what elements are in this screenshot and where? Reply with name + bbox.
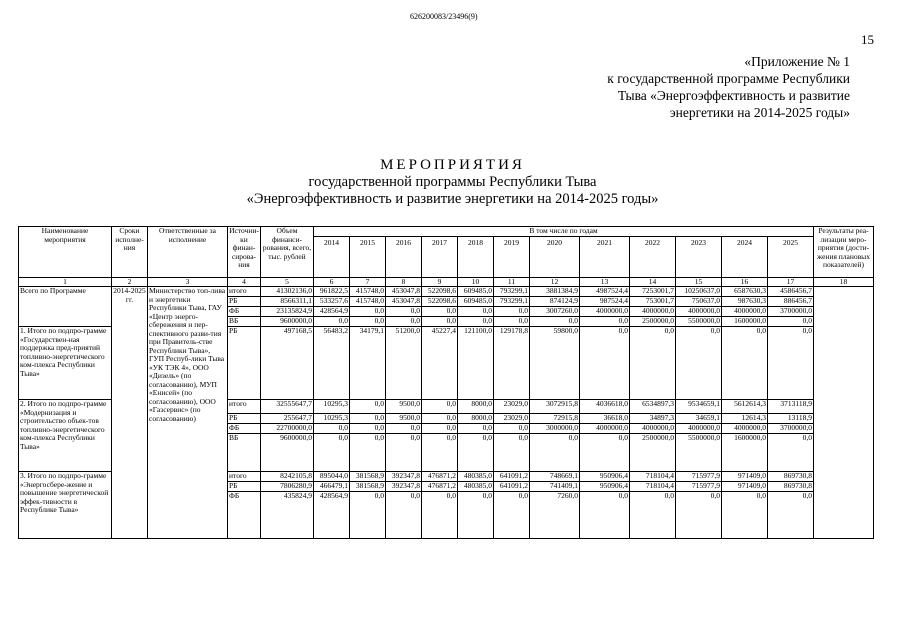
row-total: 435824,9 [261,492,314,539]
row-year-value: 0,0 [314,434,350,472]
header-term: Сроки исполне-ния [112,227,148,278]
row-year-value: 4000000,0 [722,424,768,434]
row-year-value: 748669,1 [530,472,580,482]
header-row [19,227,874,237]
row-year-value: 0,0 [422,400,458,414]
row-year-value: 3000000,0 [530,424,580,434]
column-number: 8 [386,277,422,287]
row-year-value: 0,0 [676,492,722,539]
row-year-value: 34179,1 [350,327,386,400]
row-year-value: 476871,2 [422,482,458,492]
row-year-value: 874124,9 [530,297,580,307]
row-year-value: 961822,5 [314,287,350,297]
row-source: ФБ [228,307,261,317]
header-year: 2019 [494,236,530,277]
row-year-value: 1600000,0 [722,317,768,327]
row-year-value: 10295,3 [314,414,350,424]
column-number: 13 [580,277,630,287]
row-year-value: 522098,6 [422,297,458,307]
column-number: 3 [148,277,228,287]
row-year-value: 9500,0 [386,414,422,424]
row-year-value: 950906,4 [580,472,630,482]
row-year-value: 4000000,0 [630,307,676,317]
row-year-value: 950906,4 [580,482,630,492]
column-number: 16 [722,277,768,287]
row-year-value: 0,0 [494,424,530,434]
row-year-value: 12614,3 [722,414,768,424]
row-responsible: Министерство топ-лива и энергетики Республики Тыва, ГАУ «Центр энерго-сбережения и пер-спективного разви-тия при Правитель-стве Республики Тыва», ГУП Респуб-лики Тыва «УК ТЭК 4», ООО «Дизель» (по согласованию), МУП «Енисей» (по согласованию), ООО «Газсервис» (по согласованию) [148,287,228,539]
row-year-value: 415748,0 [350,297,386,307]
row-year-value: 0,0 [422,492,458,539]
row-year-value: 0,0 [350,492,386,539]
row-year-value: 0,0 [386,492,422,539]
row-year-value: 4000000,0 [630,424,676,434]
row-year-value: 0,0 [630,327,676,400]
row-year-value: 718104,4 [630,482,676,492]
row-year-value: 750637,0 [676,297,722,307]
row-year-value: 641091,2 [494,482,530,492]
row-year-value: 0,0 [350,424,386,434]
row-year-value: 10250637,0 [676,287,722,297]
row-year-value: 466479,1 [314,482,350,492]
row-year-value: 971409,0 [722,482,768,492]
row-year-value: 0,0 [386,317,422,327]
row-year-value: 0,0 [494,492,530,539]
row-year-value: 0,0 [768,434,814,472]
header-year: 2025 [768,236,814,277]
row-year-value: 0,0 [494,307,530,317]
row-source: итого [228,472,261,482]
row-year-value: 0,0 [722,492,768,539]
row-year-value: 72915,8 [530,414,580,424]
row-year-value: 0,0 [422,424,458,434]
header-year: 2023 [676,236,722,277]
column-number: 1 [19,277,112,287]
row-year-value: 4000000,0 [676,307,722,317]
column-number: 17 [768,277,814,287]
row-year-value: 0,0 [314,424,350,434]
row-year-value: 741409,1 [530,482,580,492]
row-year-value: 13118,9 [768,414,814,424]
row-year-value: 34897,3 [630,414,676,424]
row-year-value: 4000000,0 [676,424,722,434]
appendix-line: к государственной программе Республики [607,71,850,86]
header-source: Источни-ки финан-сирова-ния [228,227,261,278]
row-year-value: 0,0 [422,414,458,424]
row-year-value: 895044,0 [314,472,350,482]
row-total: 23135824,9 [261,307,314,317]
column-number: 12 [530,277,580,287]
row-activity-name: 3. Итого по подпро-грамме «Энергосбере-жение и повышение энергетической эффек-тивности в Республике Тыва» [19,472,112,539]
row-year-value: 3700000,0 [768,307,814,317]
row-activity-name: Всего по Программе [19,287,112,327]
row-year-value: 392347,8 [386,472,422,482]
row-year-value: 0,0 [350,307,386,317]
header-results: Результаты реа-лизации меро-приятия (дости-жения плановых показателей) [814,227,874,278]
row-year-value: 715977,9 [676,472,722,482]
row-year-value: 718104,4 [630,472,676,482]
row-year-value: 34659,1 [676,414,722,424]
header-volume: Объем финанси-рования, всего, тыс. рублей [261,227,314,278]
row-year-value: 415748,0 [350,287,386,297]
row-source: ВБ [228,434,261,472]
row-source: ФБ [228,492,261,539]
row-year-value: 5500000,0 [676,434,722,472]
row-year-value: 0,0 [494,317,530,327]
row-results [814,287,874,539]
row-source: итого [228,400,261,414]
header-year: 2021 [580,236,630,277]
column-number: 11 [494,277,530,287]
header-year: 2020 [530,236,580,277]
row-year-value: 36618,0 [580,414,630,424]
row-year-value: 6587630,3 [722,287,768,297]
row-year-value: 0,0 [350,434,386,472]
row-year-value: 609485,0 [458,297,494,307]
row-total: 32555647,7 [261,400,314,414]
row-total: 8566311,1 [261,297,314,307]
row-year-value: 0,0 [768,317,814,327]
title-program: «Энергоэффективность и развитие энергетики на 2014-2025 годы» [246,191,659,207]
table-body [19,227,874,539]
row-year-value: 7260,0 [530,492,580,539]
row-year-value: 869730,8 [768,472,814,482]
row-year-value: 4586456,7 [768,287,814,297]
row-year-value: 9500,0 [386,400,422,414]
header-year: 2014 [314,236,350,277]
row-year-value: 0,0 [350,414,386,424]
row-year-value: 0,0 [580,492,630,539]
appendix-line: Тыва «Энергоэффективность и развитие [617,88,850,103]
row-year-value: 0,0 [386,424,422,434]
row-year-value: 5500000,0 [676,317,722,327]
row-year-value: 0,0 [494,434,530,472]
row-year-value: 0,0 [458,434,494,472]
row-year-value: 522098,6 [422,287,458,297]
row-year-value: 0,0 [458,424,494,434]
row-year-value: 533257,6 [314,297,350,307]
table-row [19,287,874,297]
row-year-value: 476871,2 [422,472,458,482]
row-year-value: 10295,3 [314,400,350,414]
row-year-value: 453047,8 [386,297,422,307]
row-year-value: 641091,2 [494,472,530,482]
row-source: РБ [228,327,261,400]
row-year-value: 0,0 [458,492,494,539]
row-year-value: 987524,4 [580,297,630,307]
row-activity-name: 2. Итого по подпро-грамме «Модернизация и строительство объек-тов топливно-энергетического ком-плекса Республики Тыва» [19,400,112,472]
row-total: 8242105,8 [261,472,314,482]
row-year-value: 0,0 [422,434,458,472]
row-year-value: 56483,2 [314,327,350,400]
row-year-value: 45227,4 [422,327,458,400]
row-year-value: 51200,0 [386,327,422,400]
row-activity-name: 1. Итого по подпро-грамме «Государствен-ная поддержка пред-приятий топливно-энергетического ком-плекса Республики Тыва» [19,327,112,400]
row-year-value: 4000000,0 [580,307,630,317]
row-year-value: 753001,7 [630,297,676,307]
row-year-value: 1600000,0 [722,434,768,472]
row-year-value: 609485,0 [458,287,494,297]
row-year-value: 381568,9 [350,472,386,482]
row-year-value: 0,0 [386,434,422,472]
row-year-value: 793299,1 [494,297,530,307]
row-year-value: 0,0 [580,434,630,472]
column-numbers-row [19,277,874,287]
header-by-years: В том числе по годам [314,227,814,237]
row-year-value: 0,0 [422,307,458,317]
row-year-value: 0,0 [458,307,494,317]
row-year-value: 0,0 [580,327,630,400]
activities-table [18,226,874,539]
appendix-line: энергетики на 2014-2025 годы» [669,105,850,120]
row-source: итого [228,287,261,297]
column-number: 6 [314,277,350,287]
row-source: РБ [228,297,261,307]
appendix-line: «Приложение № 1 [744,54,850,69]
row-year-value: 0,0 [768,492,814,539]
header-year: 2022 [630,236,676,277]
row-year-value: 5612614,3 [722,400,768,414]
row-year-value: 0,0 [676,327,722,400]
row-year-value: 793299,1 [494,287,530,297]
row-year-value: 971409,0 [722,472,768,482]
row-year-value: 4987524,4 [580,287,630,297]
appendix-heading [540,53,850,121]
row-year-value: 0,0 [314,317,350,327]
row-year-value: 4000000,0 [722,307,768,317]
row-year-value: 3881384,9 [530,287,580,297]
row-year-value: 3072915,8 [530,400,580,414]
row-year-value: 129178,8 [494,327,530,400]
row-year-value: 0,0 [350,317,386,327]
column-number: 7 [350,277,386,287]
row-year-value: 428564,9 [314,307,350,317]
row-year-value: 0,0 [458,317,494,327]
row-year-value: 4036618,0 [580,400,630,414]
column-number: 18 [814,277,874,287]
row-year-value: 886456,7 [768,297,814,307]
header-year: 2018 [458,236,494,277]
row-year-value: 453047,8 [386,287,422,297]
header-year: 2024 [722,236,768,277]
row-year-value: 0,0 [580,317,630,327]
row-source: ФБ [228,424,261,434]
row-year-value: 7253001,7 [630,287,676,297]
row-source: РБ [228,414,261,424]
row-year-value: 0,0 [350,400,386,414]
row-year-value: 869730,8 [768,482,814,492]
page-number: 15 [861,32,874,47]
row-year-value: 987630,3 [722,297,768,307]
title-main: МЕРОПРИЯТИЯ [380,157,525,173]
document-number: 626200083/23496(9) [410,12,478,21]
header-year: 2016 [386,236,422,277]
row-total: 9600000,0 [261,434,314,472]
title-subtitle: государственной программы Республики Тыва [308,174,597,190]
row-year-value: 3700000,0 [768,424,814,434]
row-total: 497168,5 [261,327,314,400]
column-number: 5 [261,277,314,287]
row-year-value: 2500000,0 [630,317,676,327]
row-year-value: 8000,0 [458,414,494,424]
document-title [0,157,905,208]
row-year-value: 23029,0 [494,400,530,414]
column-number: 4 [228,277,261,287]
column-number: 15 [676,277,722,287]
row-year-value: 0,0 [530,434,580,472]
column-number: 2 [112,277,148,287]
row-year-value: 2500000,0 [630,434,676,472]
column-number: 14 [630,277,676,287]
row-year-value: 3007260,0 [530,307,580,317]
row-year-value: 392347,8 [386,482,422,492]
row-year-value: 4000000,0 [580,424,630,434]
row-year-value: 428564,9 [314,492,350,539]
row-year-value: 0,0 [386,307,422,317]
row-total: 7806280,9 [261,482,314,492]
row-year-value: 8000,0 [458,400,494,414]
row-year-value: 0,0 [530,317,580,327]
row-year-value: 715977,9 [676,482,722,492]
row-year-value: 0,0 [722,327,768,400]
header-year: 2017 [422,236,458,277]
row-total: 255647,7 [261,414,314,424]
row-year-value: 23029,0 [494,414,530,424]
row-year-value: 480385,0 [458,472,494,482]
row-year-value: 3713118,9 [768,400,814,414]
row-term: 2014-2025 гг. [112,287,148,539]
column-number: 10 [458,277,494,287]
row-year-value: 381568,9 [350,482,386,492]
header-responsible: Ответственные за исполнение [148,227,228,278]
column-number: 9 [422,277,458,287]
row-total: 41302136,0 [261,287,314,297]
row-year-value: 0,0 [630,492,676,539]
row-total: 9600000,0 [261,317,314,327]
row-source: РБ [228,482,261,492]
header-year: 2015 [350,236,386,277]
row-source: ВБ [228,317,261,327]
row-year-value: 0,0 [422,317,458,327]
row-year-value: 6534897,3 [630,400,676,414]
row-year-value: 480385,0 [458,482,494,492]
row-year-value: 59800,0 [530,327,580,400]
row-total: 22700000,0 [261,424,314,434]
row-year-value: 0,0 [768,327,814,400]
row-year-value: 9534659,1 [676,400,722,414]
header-name: Наименование мероприятия [19,227,112,278]
row-year-value: 121100,0 [458,327,494,400]
